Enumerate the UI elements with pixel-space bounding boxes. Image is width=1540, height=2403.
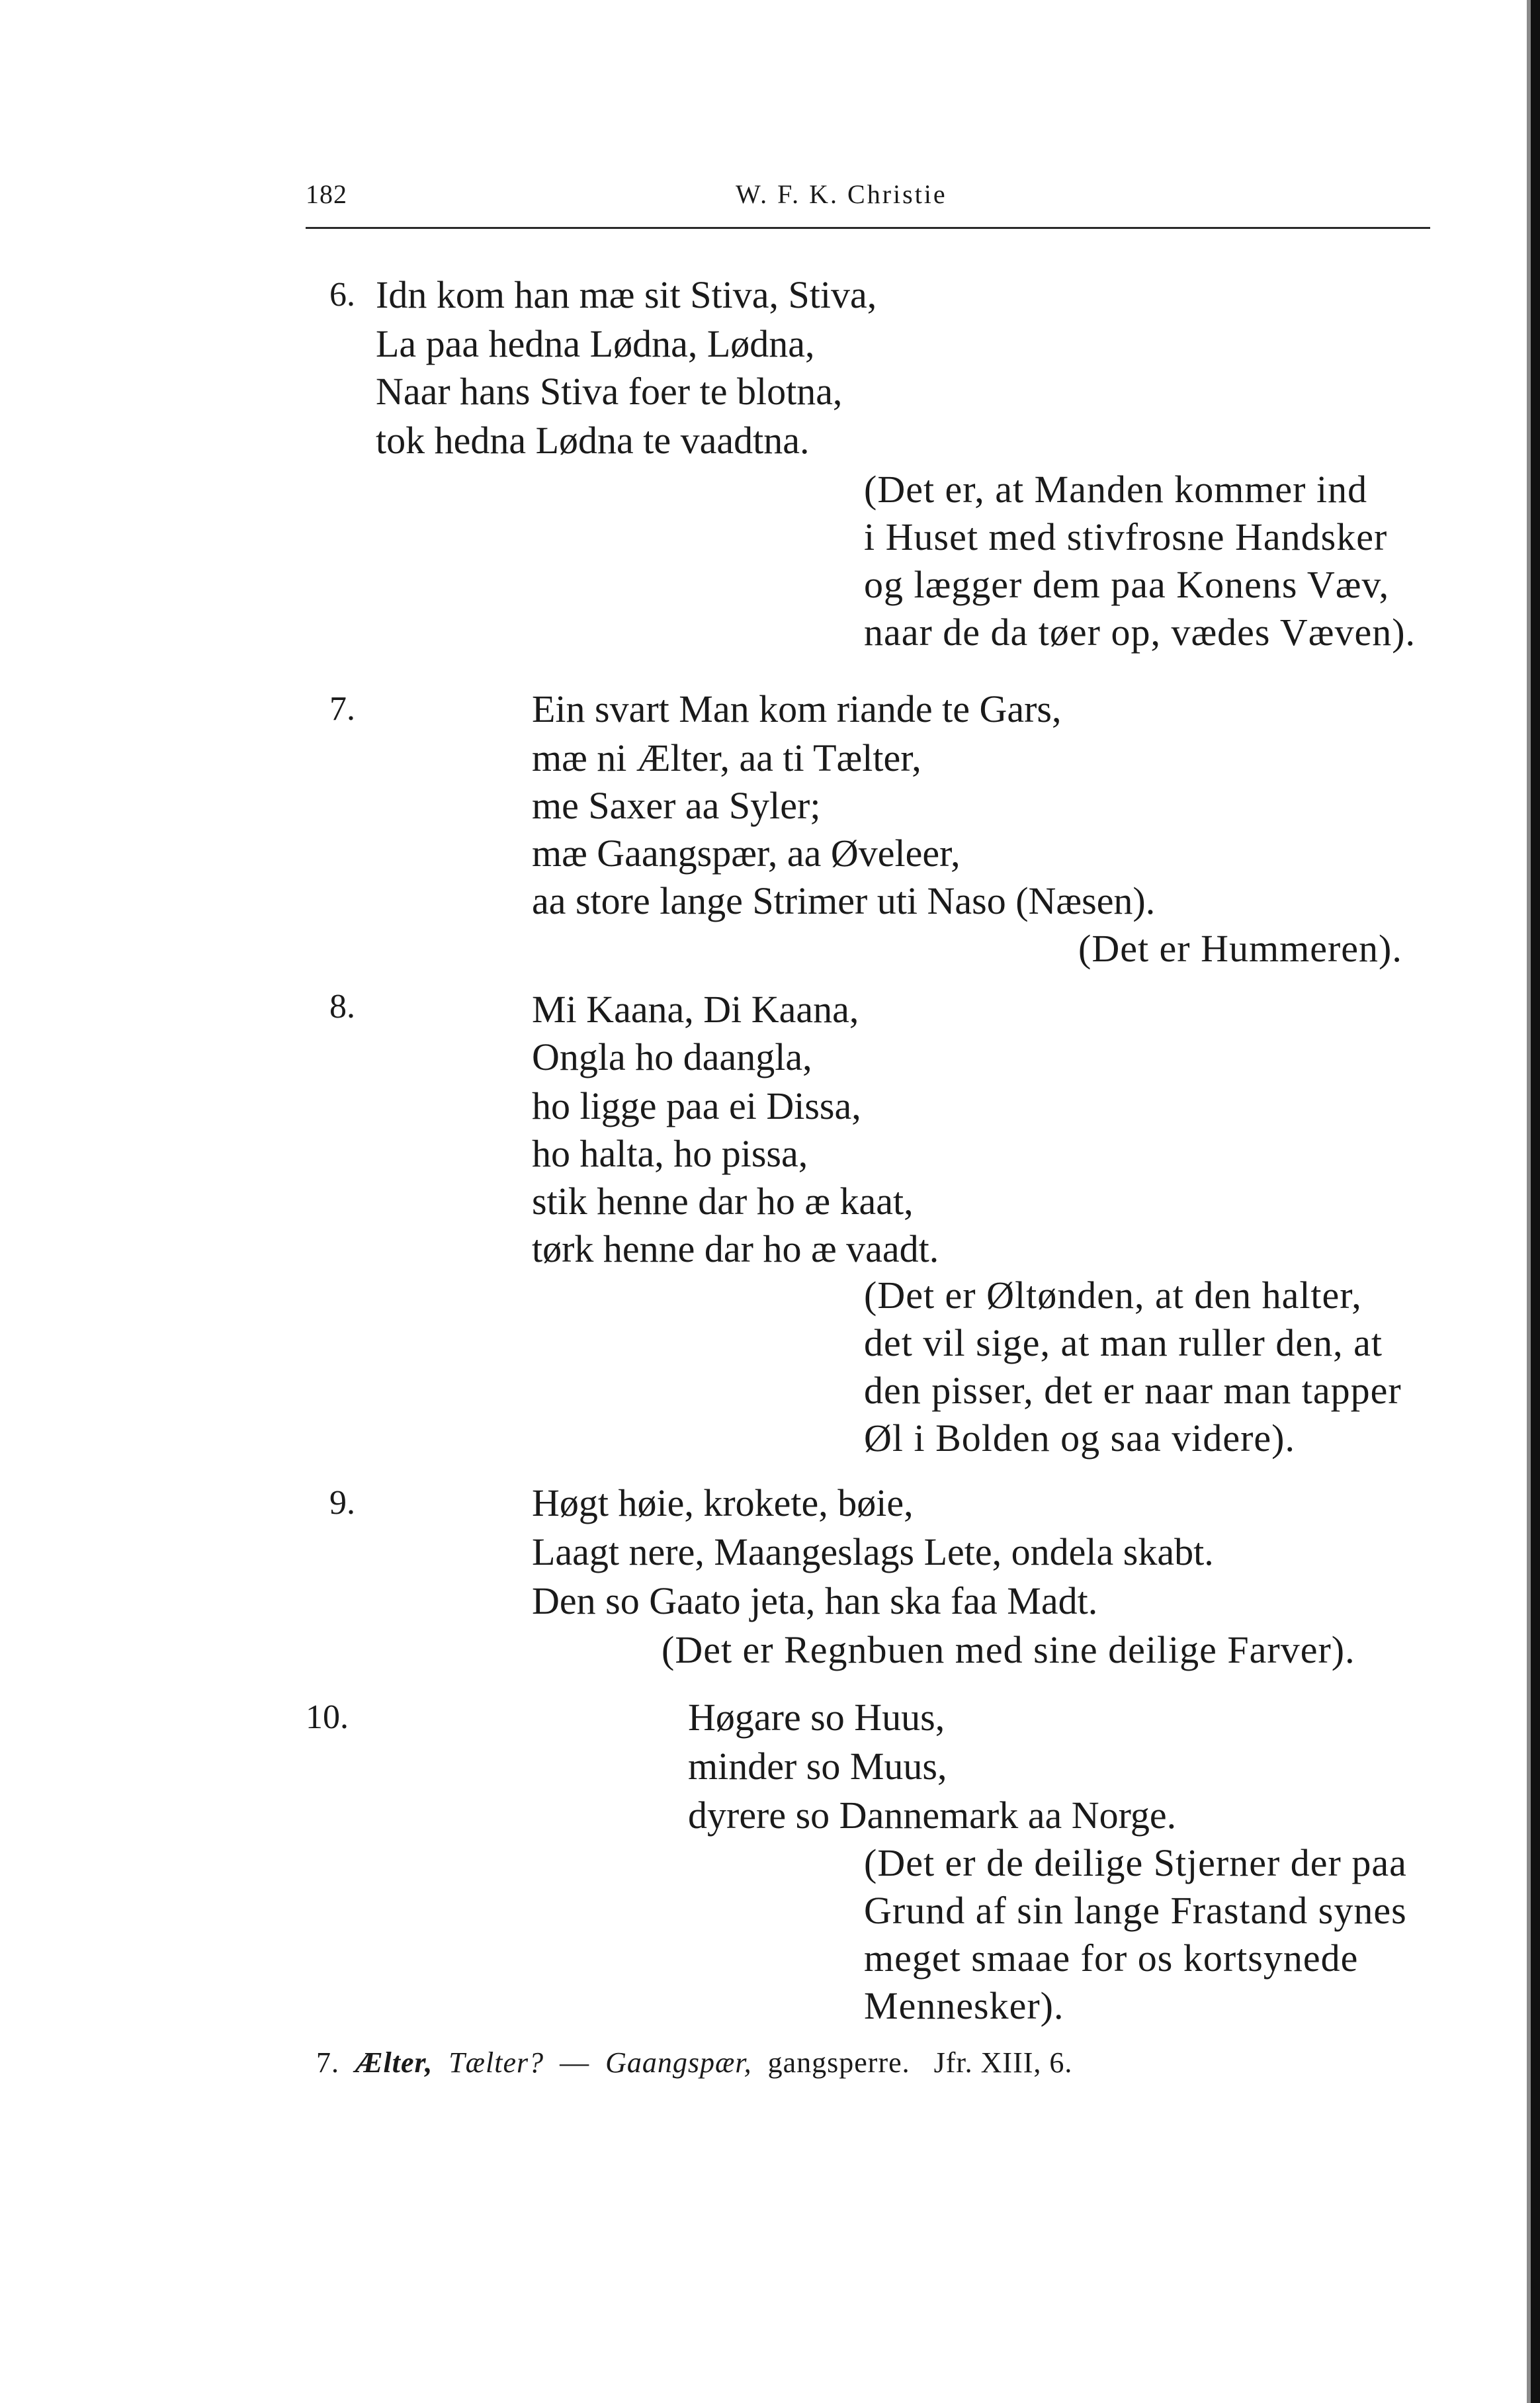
verse-line: mæ Gaangspær, aa Øveleer, [532,832,961,875]
riddle-number: 8. [329,988,355,1026]
page-number: 182 [306,179,347,209]
verse-line: Mi Kaana, Di Kaana, [532,988,859,1031]
verse-line: ho halta, ho pissa, [532,1132,808,1175]
verse-line: Ein svart Man kom riande te Gars, [532,687,1062,730]
footnote-gloss: gangsperre. [767,2046,910,2079]
verse-line: Idn kom han mæ sit Stiva, Stiva, [376,273,877,316]
verse-line: Høgt høie, krokete, bøie, [532,1481,914,1524]
verse-line: tok hedna Lødna te vaadtna. [376,419,810,462]
verse-line: stik henne dar ho æ kaat, [532,1180,914,1223]
verse-line: mæ ni Ælter, aa ti Tælter, [532,736,921,779]
running-head: W. F. K. Christie [736,179,947,209]
riddle-number: 7. [329,690,355,728]
answer-line: (Det er de deilige Stjerner der paa [864,1841,1407,1884]
answer-line: Mennesker). [864,1984,1064,2027]
verse-line: Laagt nere, Maangeslags Lete, ondela skabt. [532,1530,1214,1573]
verse-line: Naar hans Stiva foer te blotna, [376,370,843,413]
verse-line: ho ligge paa ei Dissa, [532,1084,861,1127]
answer-line: (Det er Hummeren). [1078,927,1402,970]
answer-line: Grund af sin lange Frastand synes [864,1889,1407,1932]
page-edge [1531,0,1540,2403]
header-rule [306,227,1430,229]
footnote-term: Ælter, [355,2046,433,2079]
answer-line: den pisser, det er naar man tapper [864,1369,1402,1412]
verse-line: La paa hedna Lødna, Lødna, [376,322,815,365]
verse-line: me Saxer aa Syler; [532,784,821,827]
answer-line: i Huset med stivfrosne Handsker [864,515,1388,558]
answer-line: (Det er, at Manden kommer ind [864,468,1368,511]
footnote-reference: Jfr. XIII, 6. [933,2046,1073,2079]
footnote-dash: — [560,2046,590,2079]
answer-line: det vil sige, at man ruller den, at [864,1321,1383,1364]
answer-line: (Det er Øltønden, at den halter, [864,1274,1362,1317]
verse-line: minder so Muus, [688,1745,947,1788]
riddle-number: 10. [306,1698,349,1736]
riddle-number: 6. [329,276,355,314]
page-header [306,179,1430,225]
verse-line: aa store lange Strimer uti Naso (Næsen). [532,879,1156,922]
verse-line: tørk henne dar ho æ vaadt. [532,1227,939,1270]
answer-line: og lægger dem paa Konens Væv, [864,563,1390,606]
footnote-term: Gaangspær, [605,2046,752,2079]
verse-line: Den so Gaato jeta, han ska faa Madt. [532,1579,1098,1622]
verse-line: dyrere so Dannemark aa Norge. [688,1794,1177,1837]
answer-line: Øl i Bolden og saa videre). [864,1417,1295,1460]
answer-line: (Det er Regnbuen med sine deilige Farver). [662,1628,1355,1671]
footnote-term: Tælter? [449,2046,544,2079]
verse-line: Høgare so Huus, [688,1696,945,1739]
footnote [316,2043,1072,2083]
verse-line: Ongla ho daangla, [532,1035,812,1078]
footnote-number: 7. [316,2046,339,2079]
riddle-number: 9. [329,1484,355,1522]
answer-line: meget smaae for os kortsynede [864,1937,1359,1980]
answer-line: naar de da tøer op, vædes Væven). [864,611,1416,654]
